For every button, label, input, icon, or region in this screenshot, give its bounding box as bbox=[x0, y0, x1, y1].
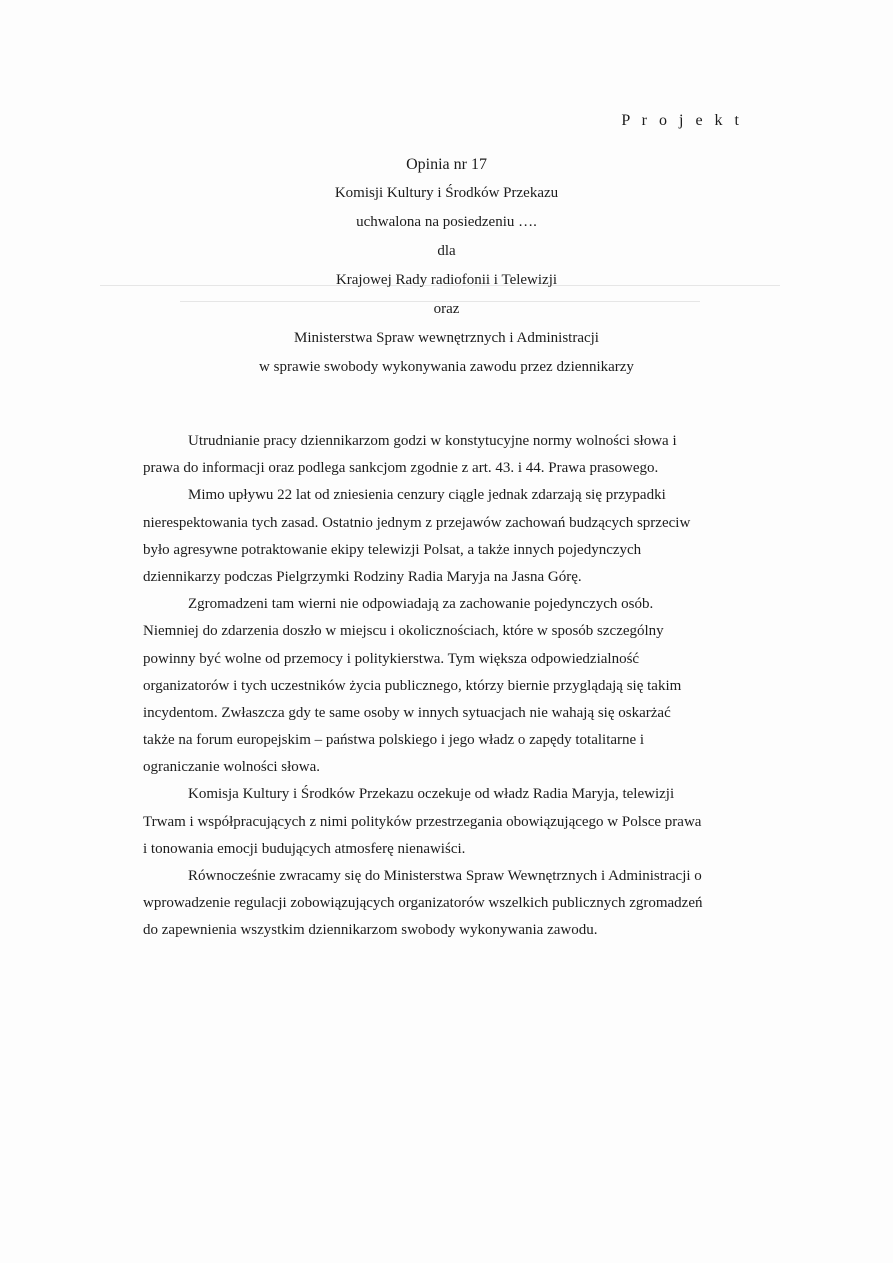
body-line: Mimo upływu 22 lat od zniesienia cenzury ciągle jednak zdarzają się przypadki bbox=[188, 487, 666, 504]
body-line: organizatorów i tych uczestników życia publicznego, którzy biernie przyglądają się takim bbox=[143, 677, 682, 694]
body-line: do zapewnienia wszystkim dziennikarzom swobody wykonywania zawodu. bbox=[143, 922, 598, 939]
opinion-number: Opinia nr 17 bbox=[406, 156, 487, 173]
committee-name: Komisji Kultury i Środków Przekazu bbox=[334, 185, 559, 201]
recipient-krrit: Krajowej Rady radiofonii i Telewizji bbox=[335, 272, 558, 288]
body-line: Równocześnie zwracamy się do Ministerstwa Spraw Wewnętrznych i Administracji o bbox=[188, 868, 702, 884]
body-line: Komisja Kultury i Środków Przekazu oczekuje od władz Radia Maryja, telewizji bbox=[188, 786, 675, 803]
body-line: ograniczanie wolności słowa. bbox=[143, 759, 321, 776]
adopted-at-meeting: uchwalona na posiedzeniu …. bbox=[356, 214, 537, 230]
document-body bbox=[143, 428, 743, 945]
body-line: także na forum europejskim – państwa polskiego i jego władz o zapędy totalitarne i bbox=[143, 732, 645, 749]
recipient-ministry: Ministerstwa Spraw wewnętrznych i Administracji bbox=[294, 330, 599, 346]
subject-line: w sprawie swobody wykonywania zawodu przez dziennikarzy bbox=[259, 359, 634, 375]
recipient-and: oraz bbox=[433, 301, 460, 317]
draft-label: P r o j e k t bbox=[621, 112, 743, 129]
body-line: Trwam i współpracujących z nimi polityków przestrzegania obowiązującego w Polsce prawa bbox=[143, 813, 702, 830]
document-header bbox=[0, 150, 893, 382]
body-line: Niemniej do zdarzenia doszło w miejscu i okolicznościach, które w sposób szczególny bbox=[143, 623, 664, 640]
body-line: powinny być wolne od przemocy i politykierstwa. Tym większa odpowiedzialność bbox=[143, 650, 640, 667]
body-line: Zgromadzeni tam wierni nie odpowiadają za zachowanie pojedynczych osób. bbox=[188, 596, 654, 613]
body-line: incydentom. Zwłaszcza gdy te same osoby w innych sytuacjach nie wahają się oskarżać bbox=[143, 704, 671, 721]
body-line: dziennikarzy podczas Pielgrzymki Rodziny Radia Maryja na Jasna Górę. bbox=[143, 568, 582, 585]
body-line: wprowadzenie regulacji zobowiązujących organizatorów wszelkich publicznych zgromadzeń bbox=[143, 895, 703, 912]
recipient-for: dla bbox=[437, 243, 456, 259]
body-line: i tonowania emocji budujących atmosferę nienawiści. bbox=[143, 840, 466, 857]
body-line: nierespektowania tych zasad. Ostatnio jednym z przejawów zachowań budzących sprzeciw bbox=[143, 514, 691, 531]
body-line: było agresywne potraktowanie ekipy telewizji Polsat, a także innych pojedynczych bbox=[143, 541, 642, 558]
body-line: Utrudnianie pracy dziennikarzom godzi w konstytucyjne normy wolności słowa i bbox=[188, 433, 677, 449]
body-line: prawa do informacji oraz podlega sankcjom zgodnie z art. 43. i 44. Prawa prasowego. bbox=[143, 460, 659, 477]
